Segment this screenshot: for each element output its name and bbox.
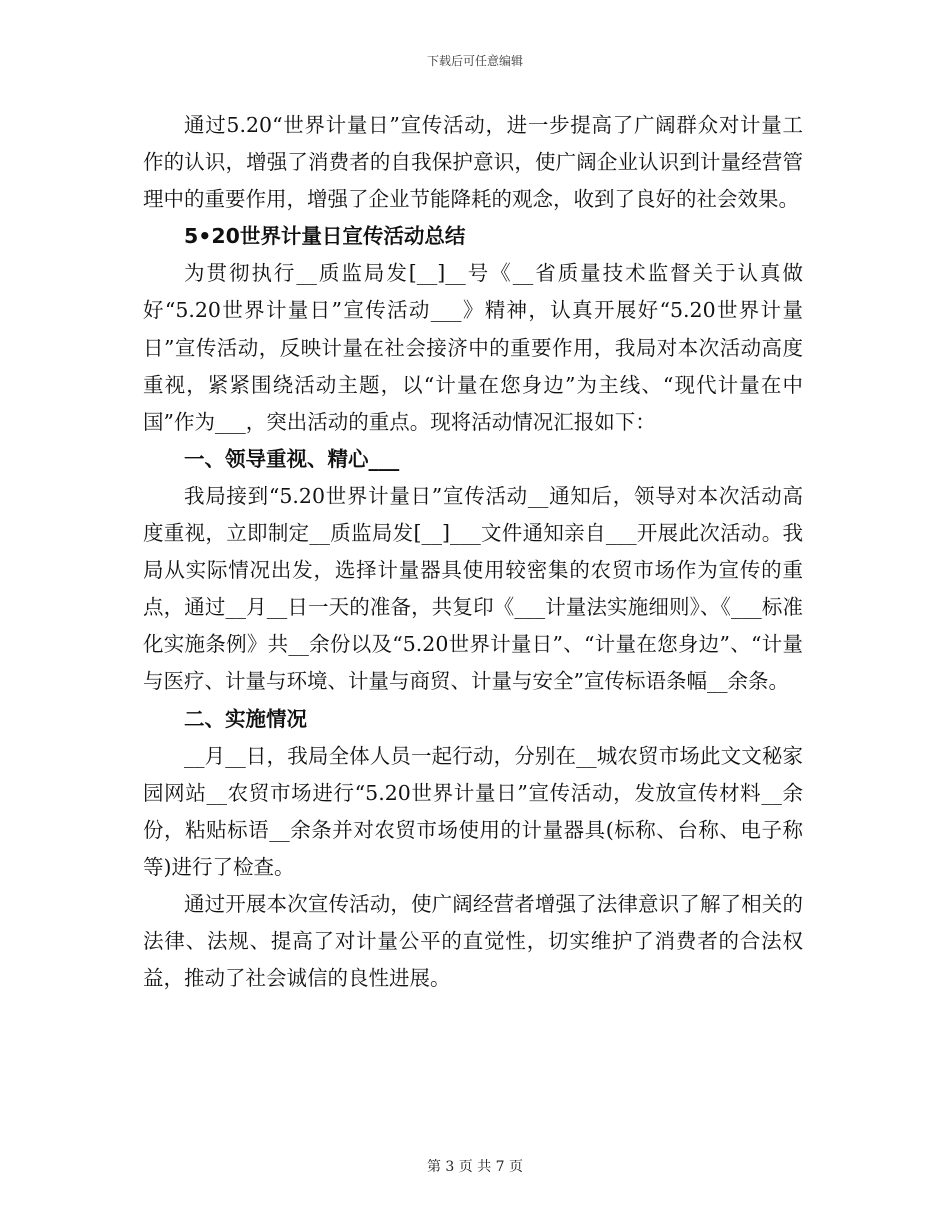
page-number-footer: 第 3 页 共 7 页 (426, 1159, 524, 1175)
paragraph-conclusion: 通过开展本次宣传活动，使广阔经营者增强了法律意识了解了相关的法律、法规、提高了对计量公平的直觉性，切实维护了消费者的合法权益，推动了社会诚信的良性进展。 (143, 891, 803, 991)
paragraph-intro: 通过5.20“世界计量日”宣传活动，进一步提高了广阔群众对计量工作的认识，增强了消费者的自我保护意识，使广阔企业认识到计量经营管理中的重要作用，增强了企业节能降耗的观念，收到了良好的社会效果。 (143, 113, 803, 212)
page-header-note: 下载后可任意编辑 (426, 54, 523, 68)
section-heading-2: 二、实施情况 (184, 706, 307, 731)
paragraph-overview: 为贯彻执行__质监局发[__]__号《__省质量技术监督关于认真做好“5.20世界计量日”宣传活动___》精神，认真开展好“5.20世界计量日”宣传活动，反映计量在社会接济中的重要作用，我局对本次活动高度重视，紧紧围绕活动主题，以“计量在您身边”为主线、“现代计量在中国”作为___，突出活动的重点。现将活动情况汇报如下： (143, 261, 803, 434)
paragraph-section-2: __月__日，我局全体人员一起行动，分别在__城农贸市场此文文秘家园网站__农贸市场进行“5.20世界计量日”宣传活动，发放宣传材料__余份，粘贴标语__余条并对农贸市场使用的计量器具(标称、台称、电子称等)进行了检查。 (143, 743, 803, 879)
paragraph-section-1: 我局接到“5.20世界计量日”宣传活动__通知后，领导对本次活动高度重视，立即制定__质监局发[__]___文件通知亲自___开展此次活动。我局从实际情况出发，选择计量器具使用较密集的农贸市场作为宣传的重点，通过__月__日一天的准备，共复印《___计量法实施细则》、《___标准化实施条例》共__余份以及“5.20世界计量日”、“计量在您身边”、“计量与医疗、计量与环境、计量与商贸、计量与安全”宣传标语条幅__余条。 (143, 483, 803, 694)
document-title: 5•20世界计量日宣传活动总结 (184, 224, 466, 249)
section-heading-1: 一、领导重视、精心___ (184, 446, 400, 471)
document-body (143, 107, 803, 997)
